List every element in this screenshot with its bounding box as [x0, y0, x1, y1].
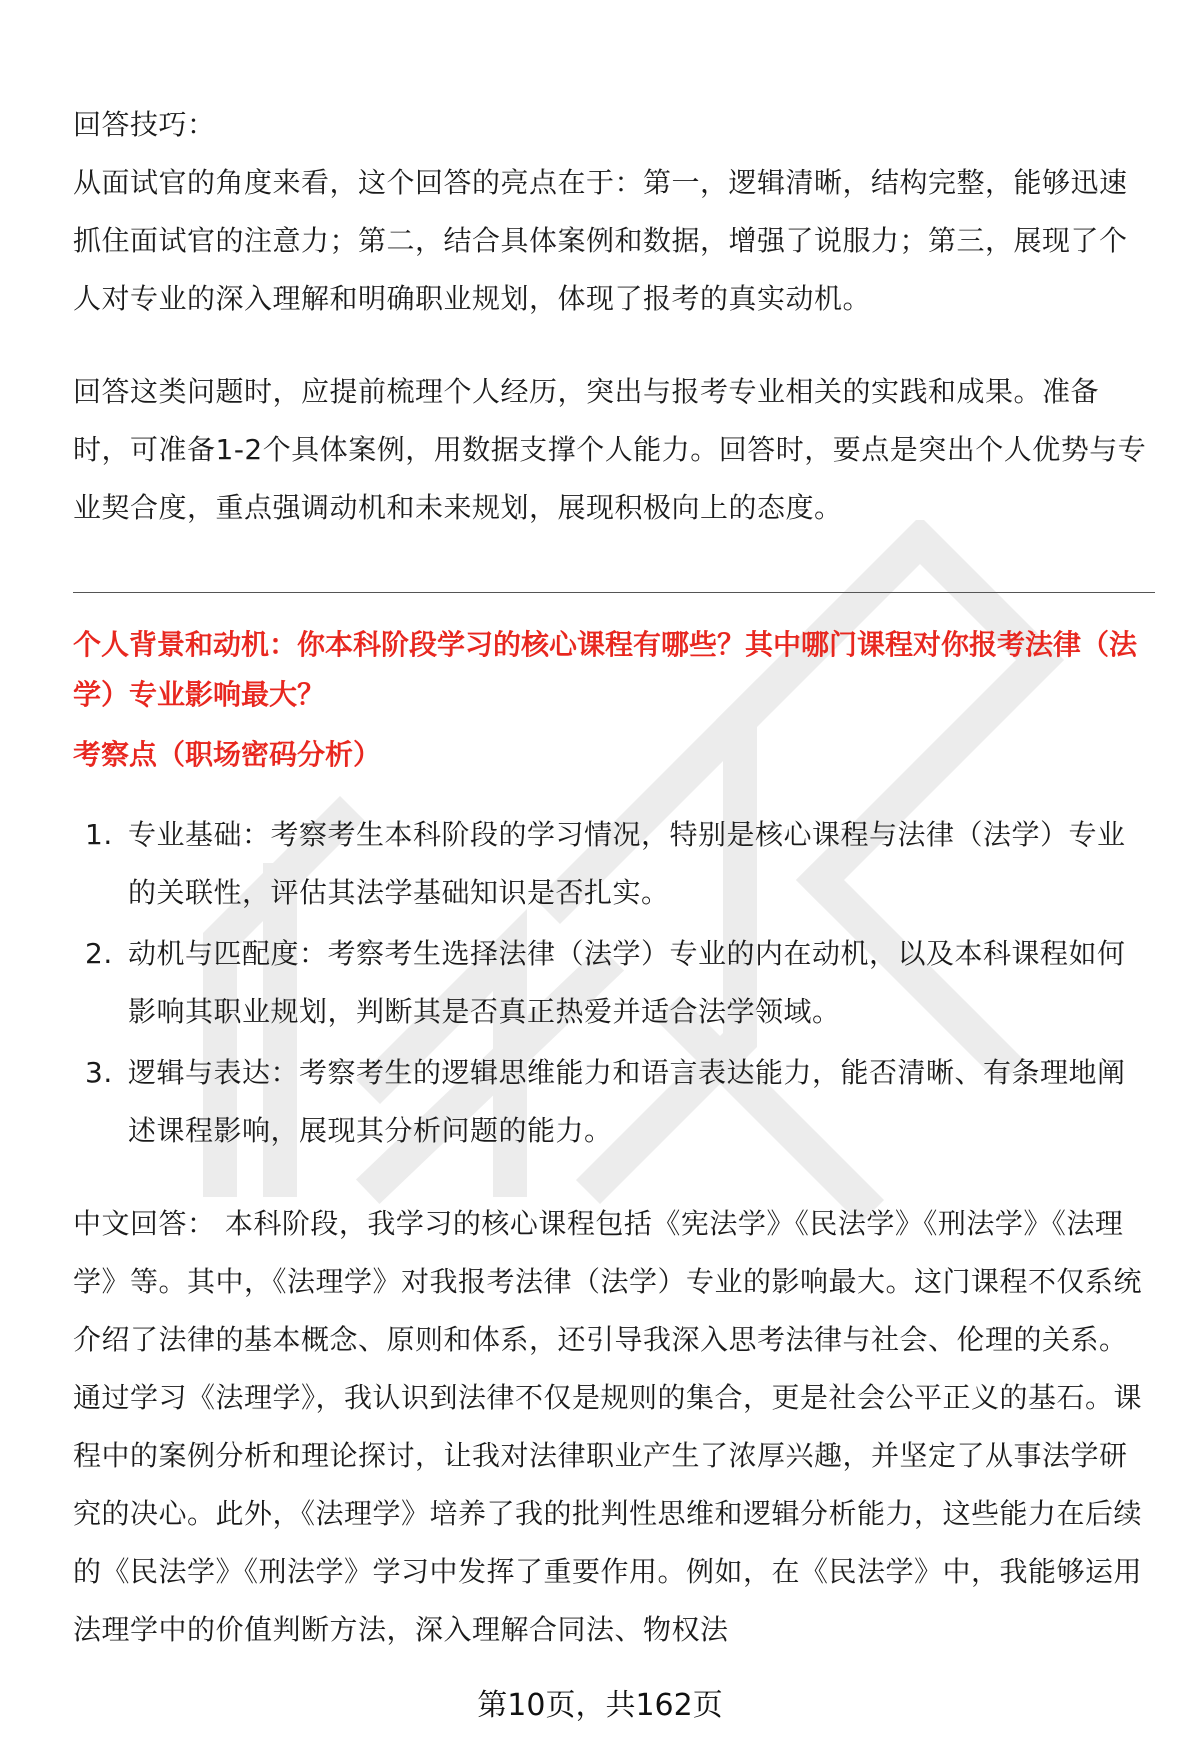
assessment-points-list [73, 806, 1153, 1163]
tips-paragraph-2: 回答这类问题时，应提前梳理个人经历，突出与报考专业相关的实践和成果。准备时，可准备1-2个具体案例，用数据支撑个人能力。回答时，要点是突出个人优势与专业契合度，重点强调动机和未来规划，展现积极向上的态度。 [73, 375, 1147, 524]
answer-paragraph: 中文回答： 本科阶段，我学习的核心课程包括《宪法学》《民法学》《刑法学》《法理学》等。其中，《法理学》对我报考法律（法学）专业的影响最大。这门课程不仅系统介绍了法律的基本概念、原则和体系，还引导我深入思考法律与社会、伦理的关系。通过学习《法理学》，我认识到法律不仅是规则的集合，更是社会公平正义的基石。课程中的案例分析和理论探讨，让我对法律职业产生了浓厚兴趣，并坚定了从事法学研究的决心。此外，《法理学》培养了我的批判性思维和逻辑分析能力，这些能力在后续的《民法学》《刑法学》学习中发挥了重要作用。例如，在《民法学》中，我能够运用法理学中的价值判断方法，深入理解合同法、物权法 [73, 1207, 1143, 1646]
list-item-text: 逻辑与表达：考察考生的逻辑思维能力和语言表达能力，能否清晰、有条理地阐述课程影响，展现其分析问题的能力。 [128, 1056, 1126, 1147]
points-heading: 考察点（职场密码分析） [73, 738, 382, 771]
list-item [73, 1044, 1153, 1160]
list-item [73, 925, 1153, 1041]
section-divider [73, 592, 1155, 593]
tips-paragraph-1: 从面试官的角度来看，这个回答的亮点在于：第一，逻辑清晰，结构完整，能够迅速抓住面试官的注意力；第二，结合具体案例和数据，增强了说服力；第三，展现了个人对专业的深入理解和明确职业规划，体现了报考的真实动机。 [73, 166, 1128, 315]
list-item-text: 动机与匹配度：考察考生选择法律（法学）专业的内在动机，以及本科课程如何影响其职业规划，判断其是否真正热爱并适合法学领域。 [128, 937, 1126, 1028]
tips-label: 回答技巧： [73, 108, 216, 141]
list-item-number: 3. [85, 1056, 113, 1089]
question-title: 个人背景和动机：你本科阶段学习的核心课程有哪些？其中哪门课程对你报考法律（法学）专业影响最大？ [73, 628, 1138, 711]
list-item-text: 专业基础：考察考生本科阶段的学习情况，特别是核心课程与法律（法学）专业的关联性，评估其法学基础知识是否扎实。 [128, 818, 1126, 909]
list-item-number: 1. [85, 818, 113, 851]
list-item-number: 2. [85, 937, 113, 970]
page-number: 第10页，共162页 [477, 1688, 723, 1723]
list-item [73, 806, 1153, 922]
